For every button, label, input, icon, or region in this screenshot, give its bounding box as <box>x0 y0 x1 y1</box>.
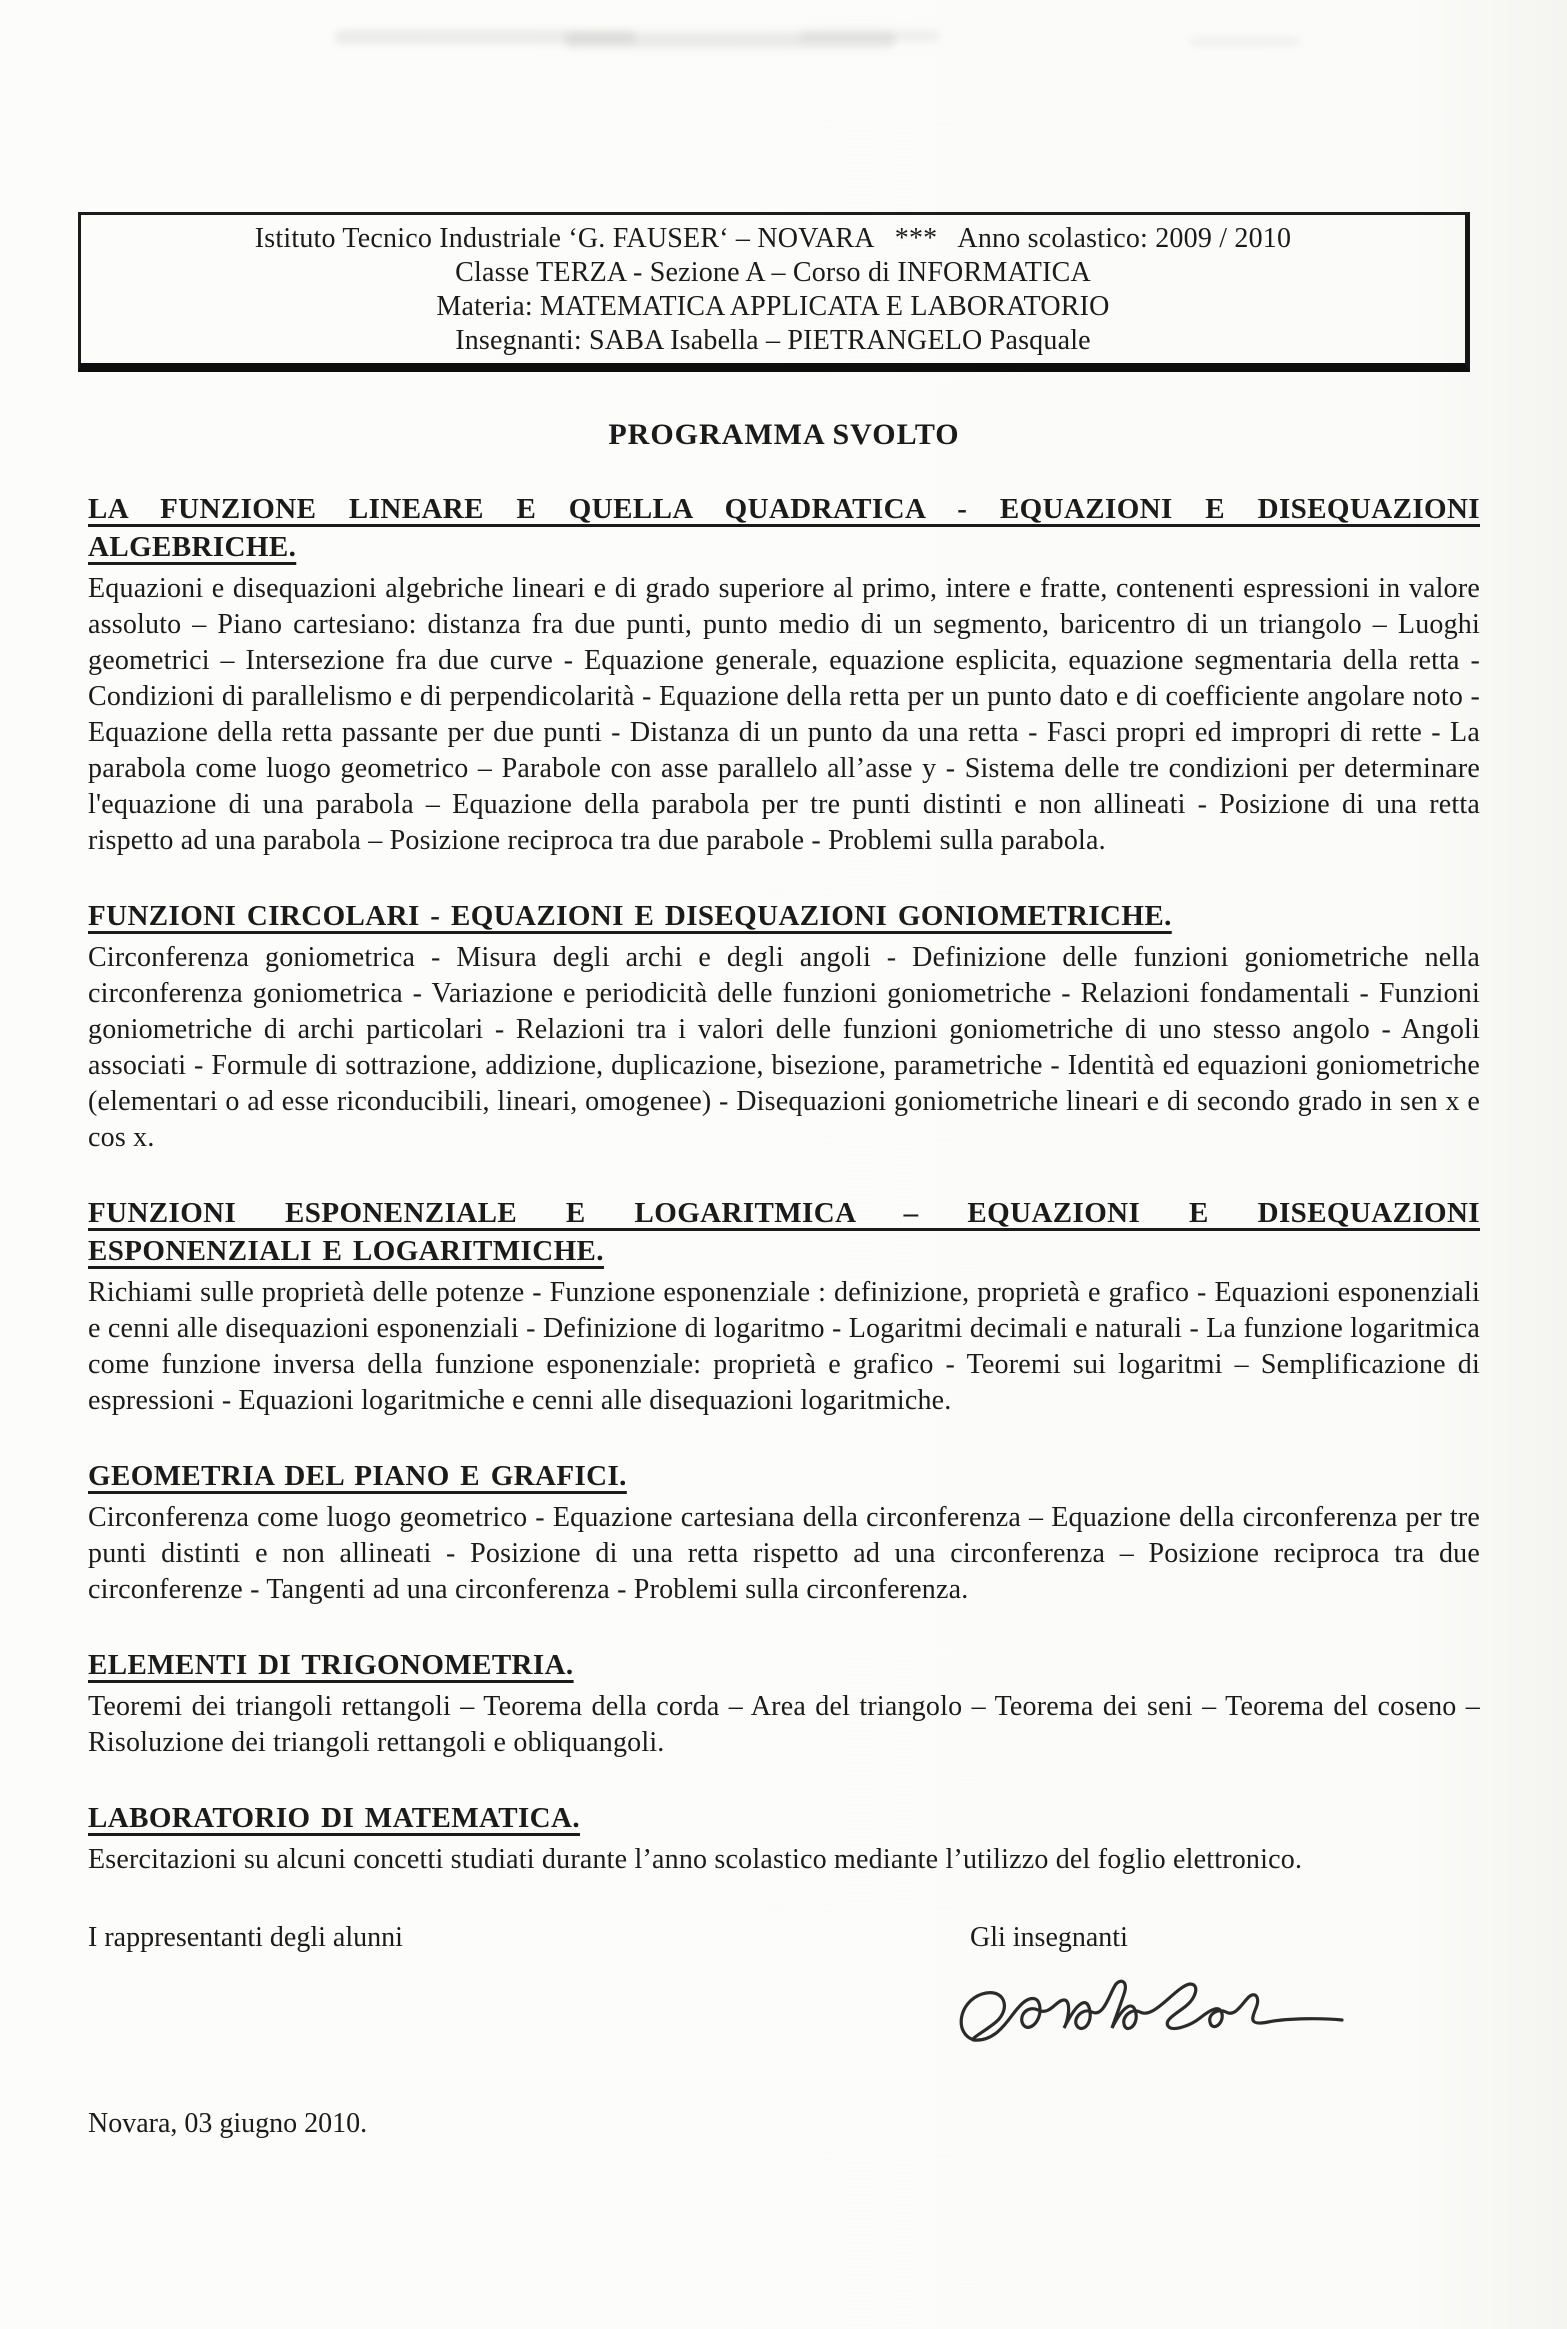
school-name-line: Istituto Tecnico Industriale ‘G. FAUSER‘ – NOVARA *** Anno scolastico: 2009 / 2010 <box>254 223 1292 254</box>
section-heading <box>88 897 1480 935</box>
teachers-line: Insegnanti: SABA Isabella – PIETRANGELO Pasquale <box>455 325 1091 356</box>
section-heading-line: LABORATORIO DI MATEMATICA. <box>88 1802 580 1834</box>
section-heading-line: LA FUNZIONE LINEARE E QUELLA QUADRATICA - EQUAZIONI E DISEQUAZIONI <box>88 493 1480 525</box>
teachers-signature-label: Gli insegnanti <box>970 1922 1128 1953</box>
subject-line: Materia: MATEMATICA APPLICATA E LABORATORIO <box>436 291 1110 322</box>
section-body: Esercitazioni su alcuni concetti studiati durante l’anno scolastico mediante l’utilizzo del foglio elettronico. <box>88 1844 1303 1875</box>
section-heading-line: FUNZIONI ESPONENZIALE E LOGARITMICA – EQUAZIONI E DISEQUAZIONI <box>88 1197 1480 1229</box>
handwritten-signature-icon <box>938 1956 1368 2066</box>
section-body: Circonferenza goniometrica - Misura degli archi e degli angoli - Definizione delle funzioni goniometriche nella circonferenza goniometrica - Variazione e periodicità delle funzioni goniometriche - Relazioni fondamentali - Funzioni goniometriche di archi particolari - Relazioni tra i valori delle funzioni goniometriche di uno stesso angolo - Angoli associati - Formule di sottrazione, addizione, duplicazione, bisezione, parametriche - Identità ed equazioni goniometriche (elementari o ad esse riconducibili, lineari, omogenee) - Disequazioni goniometriche lineari e di secondo grado in sen x e cos x. <box>88 942 1480 1153</box>
section-heading-line: ALGEBRICHE. <box>88 531 297 563</box>
section-funzioni-circolari <box>88 897 1480 1156</box>
section-heading-line: ESPONENZIALI E LOGARITMICHE. <box>88 1235 604 1267</box>
section-body: Equazioni e disequazioni algebriche lineari e di grado superiore al primo, intere e fratte, contenenti espressioni in valore assoluto – Piano cartesiano: distanza fra due punti, punto medio di un segmento, baricentro di un triangolo – Luoghi geometrici – Intersezione fra due curve - Equazione generale, equazione esplicita, equazione segmentaria della retta - Condizioni di parallelismo e di perpendicolarità - Equazione della retta per un punto dato e di coefficiente angolare noto - Equazione della retta passante per due punti - Distanza di un punto da una retta - Fasci propri ed impropri di rette - La parabola come luogo geometrico – Parabole con asse parallelo all’asse y - Sistema delle tre condizioni per determinare l'equazione di una parabola – Equazione della parabola per tre punti distinti e non allineati - Posizione di una retta rispetto ad una parabola – Posizione reciproca tra due parabole - Problemi sulla parabola. <box>88 573 1480 856</box>
section-funzione-lineare <box>88 490 1480 859</box>
students-signature-label: I rappresentanti degli alunni <box>88 1922 403 1953</box>
section-heading <box>88 1194 1480 1270</box>
class-line: Classe TERZA - Sezione A – Corso di INFORMATICA <box>455 257 1091 288</box>
section-heading <box>88 1457 1480 1495</box>
section-heading-line: ELEMENTI DI TRIGONOMETRIA. <box>88 1649 574 1681</box>
section-body: Circonferenza come luogo geometrico - Equazione cartesiana della circonferenza – Equazione della circonferenza per tre punti distinti e non allineati - Posizione di una retta rispetto ad una circonferenza – Posizione reciproca tra due circonferenze - Tangenti ad una circonferenza - Problemi sulla circonferenza. <box>88 1502 1480 1605</box>
section-heading-line: FUNZIONI CIRCOLARI - EQUAZIONI E DISEQUAZIONI GONIOMETRICHE. <box>88 900 1172 932</box>
document-content <box>88 0 1480 2140</box>
section-geometria-piano <box>88 1457 1480 1608</box>
section-laboratorio <box>88 1799 1480 1878</box>
section-heading-line: GEOMETRIA DEL PIANO E GRAFICI. <box>88 1460 627 1492</box>
school-header-box <box>78 212 1470 372</box>
place-date-line: Novara, 03 giugno 2010. <box>88 2108 368 2139</box>
section-trigonometria <box>88 1646 1480 1761</box>
signature-row <box>88 1922 1480 2050</box>
page-title: PROGRAMMA SVOLTO <box>608 418 960 451</box>
section-heading <box>88 490 1480 566</box>
section-heading <box>88 1799 1480 1837</box>
section-body: Teoremi dei triangoli rettangoli – Teorema della corda – Area del triangolo – Teorema dei seni – Teorema del coseno – Risoluzione dei triangoli rettangoli e obliquangoli. <box>88 1691 1480 1758</box>
section-esponenziale-logaritmica <box>88 1194 1480 1419</box>
section-body: Richiami sulle proprietà delle potenze - Funzione esponenziale : definizione, proprietà e grafico - Equazioni esponenziali e cenni alle disequazioni esponenziali - Definizione di logaritmo - Logaritmi decimali e naturali - La funzione logaritmica come funzione inversa della funzione esponenziale: proprietà e grafico - Teoremi sui logaritmi – Semplificazione di espressioni - Equazioni logaritmiche e cenni alle disequazioni logaritmiche. <box>88 1277 1480 1416</box>
section-heading <box>88 1646 1480 1684</box>
